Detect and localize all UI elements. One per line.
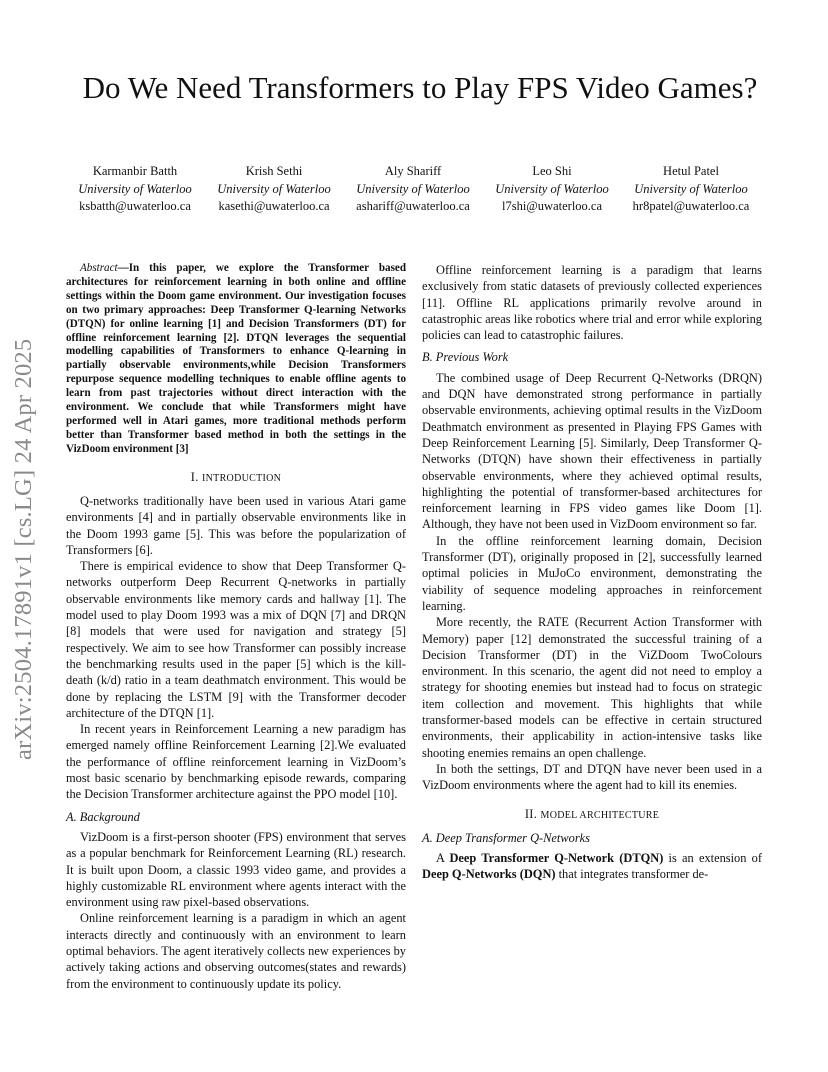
section-title: MODEL ARCHITECTURE xyxy=(540,809,660,821)
paragraph: More recently, the RATE (Recurrent Action Transformer with Memory) paper [12] demonstrated the successful training of a Decision Transformer (DT) in the ViZDoom TwoColours environment. In this scenario, the agent did not need to employ a strategy for shooting enemies but instead had to focus on strategic item collection and movement. This highlights that while transformer-based models can be effective in certain structured environments, their applicability in action-intensive tasks like shooting enemies remains an open challenge. xyxy=(422,615,762,760)
section-title: INTRODUCTION xyxy=(202,472,282,484)
paragraph: Online reinforcement learning is a paradigm in which an agent interacts directly and continuously with an environment to learn optimal behaviors. The agent iteratively collects new experiences by actively taking actions and observing outcomes(states and rewards) from the environment to continuously update its policy. xyxy=(66,911,406,991)
abstract-label: Abstract xyxy=(80,262,118,274)
author-5 xyxy=(621,163,761,216)
paragraph: The combined usage of Deep Recurrent Q-Networks (DRQN) and DQN have demonstrated strong performance in partially observable environments, achieving optimal results in the VizDoom Deathmatch environment as presented in Playing FPS Games with Deep Reinforcement Learning [5]. Similarly, Deep Transformer Q-Networks (DTQN) have shown their effectiveness in partially observable environments, where they achieved optimal results, highlighting the potential of transformer-based architectures for reinforcement learning in FPS video games like Doom [1]. Although, they have not been used in VizDoom environment so far. xyxy=(422,370,762,532)
author-affiliation: University of Waterloo xyxy=(634,181,748,196)
subsection-heading-previous-work: B. Previous Work xyxy=(422,350,509,365)
left-column xyxy=(66,262,406,992)
paragraph: Offline reinforcement learning is a paradigm that learns exclusively from static datasets of previously collected experiences [11]. Offline RL applications primarily revolve around in catastrophic areas like robotics where trial and error while exploring policies can lead to catastrophic failures. xyxy=(422,263,762,343)
right-column xyxy=(422,262,762,883)
text-run: A xyxy=(436,851,450,866)
author-affiliation: University of Waterloo xyxy=(217,181,331,196)
text-run: that integrates transformer de- xyxy=(555,867,709,882)
bold-term: Deep Q-Networks (DQN) xyxy=(422,867,556,882)
text-run: is an extension of xyxy=(663,851,762,866)
subsection-heading-background: A. Background xyxy=(66,809,140,824)
paragraph: In recent years in Reinforcement Learning a new paradigm has emerged namely offline Reinforcement Learning [2].We evaluated the performance of offline reinforcement learning in VizDoom’s most basic scenario by benchmarking episode rewards, comparing the Decision Transformer architecture against the PPO model [10]. xyxy=(66,722,406,802)
author-name: Hetul Patel xyxy=(663,164,719,178)
author-email: ksbatth@uwaterloo.ca xyxy=(79,199,191,213)
author-email: kasethi@uwaterloo.ca xyxy=(218,199,330,213)
author-email: l7shi@uwaterloo.ca xyxy=(501,199,603,213)
section-heading-model-architecture xyxy=(422,806,762,824)
arxiv-identifier: arXiv:2504.17891v1 [cs.LG] 24 Apr 2025 xyxy=(10,338,37,760)
author-name: Aly Shariff xyxy=(384,164,442,178)
subsection-heading-dtqn: A. Deep Transformer Q-Networks xyxy=(422,830,590,845)
paper-title: Do We Need Transformers to Play FPS Video Games? xyxy=(82,70,758,105)
paragraph: Q-networks traditionally have been used in various Atari game environments [4] and in partially observable environments like in the Doom 1993 game [5]. This was before the popularization of Transformers [6]. xyxy=(66,493,406,557)
author-2 xyxy=(204,163,344,216)
author-email: hr8patel@uwaterloo.ca xyxy=(632,199,750,213)
author-block xyxy=(65,163,765,223)
author-4 xyxy=(482,163,622,216)
paragraph xyxy=(422,850,762,883)
author-1 xyxy=(65,163,205,216)
paragraph: There is empirical evidence to show that Deep Transformer Q-networks outperform Deep Recurrent Q-networks in partially observable environments like memory cards and hallway [1]. The model used to play Doom 1993 was a mix of DQN [7] and DRQN [8] models that were used for navigation and strategy [5] respectively. We aim to see how Transformer can possibly increase the benchmarking results used in the paper [5] which is the kill-death (k/d) ratio in a team deathmatch environment. This would be done by replacing the LSTM [9] with the Transformer decoder architecture of the DTQN [1]. xyxy=(66,559,406,720)
author-email: ashariff@uwaterloo.ca xyxy=(356,199,470,213)
author-affiliation: University of Waterloo xyxy=(356,181,470,196)
author-affiliation: University of Waterloo xyxy=(78,181,192,196)
author-name: Karmanbir Batth xyxy=(92,164,178,178)
section-number: I. xyxy=(190,469,199,484)
paragraph: In both the settings, DT and DTQN have never been used in a VizDoom environments where the agent had to kill its enemies. xyxy=(422,761,762,793)
paragraph: VizDoom is a first-person shooter (FPS) environment that serves as a popular benchmark for Reinforcement Learning (RL) research. It is built upon Doom, a classic 1993 video game, and provides a highly customizable RL environment where agents interact with the environment using raw pixel-based observations. xyxy=(66,829,406,910)
abstract xyxy=(66,262,406,457)
section-heading-introduction xyxy=(66,469,406,487)
paragraph: In the offline reinforcement learning domain, Decision Transformer (DT), originally proposed in [2], successfully learned optimal policies in MuJoCo environment, demonstrating the viability of sequence modeling approaches in reinforcement learning. xyxy=(422,533,762,613)
author-3 xyxy=(343,163,483,216)
author-name: Krish Sethi xyxy=(245,164,303,178)
bold-term: Deep Transformer Q-Network (DTQN) xyxy=(449,851,664,866)
section-number: II. xyxy=(524,806,538,821)
author-affiliation: University of Waterloo xyxy=(495,181,609,196)
author-name: Leo Shi xyxy=(532,164,572,178)
abstract-text: —In this paper, we explore the Transformer based architectures for reinforcement learning in both online and offline settings within the Doom game environment. Our investigation focuses on two primary approaches: Deep Transformer Q-learning Networks (DTQN) for online learning [1] and Decision Transformers (DT) for offline reinforcement learning [2]. DTQN leverages the sequential modelling capabilities of Transformers to enhance Q-learning in partially observable environments,while Decision Transformers repurpose sequence modelling techniques to enable offline agents to learn from past trajectories without direct interaction with the environment. We conclude that while Transformers might have performed well in Atari games, more traditional methods perform better than Transformer based method in both the settings in the VizDoom environment [3] xyxy=(66,262,406,455)
